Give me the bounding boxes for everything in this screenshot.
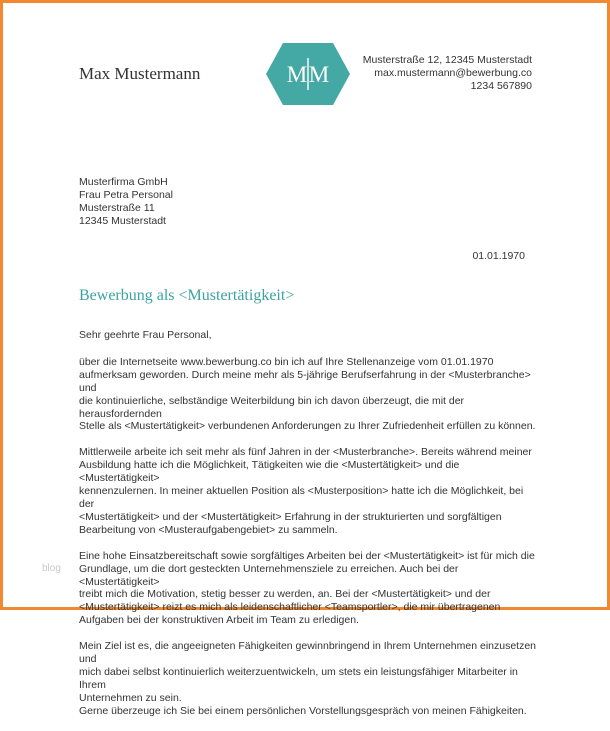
logo-letter-left: M — [286, 62, 308, 87]
sender-contact — [363, 54, 532, 93]
body-paragraph-2: Mittlerweile arbeite ich seit mehr als fünf Jahren in der <Musterbranche>. Bereits während meiner Ausbildung hatte ich die Möglichkeit, Tätigkeiten wie die <Mustertätigkeit> und die <Mustertätigkeit> kennenzulernen. In meiner aktuellen Position als <Musterposition> hatte ich die Möglichkeit, bei der <Mustertätigkeit> und der <Mustertätigkeit> Erfahrung in der strukturierten und sorgfältigen Bearbeitung von <Musteraufgabengebiet> zu sammeln. — [79, 446, 532, 536]
watermark-text: blog — [42, 563, 61, 574]
recipient-address — [79, 176, 173, 228]
greeting: Sehr geehrte Frau Personal, — [79, 329, 212, 341]
body-paragraph-4: Mein Ziel ist es, die angeeigneten Fähigkeiten gewinnbringend in Ihrem Unternehmen einzusetzen und mich dabei selbst kontinuierlich weiterzuentwickeln, um stets ein leistungsfähiger Mitarbeiter in Ihrem Unternehmen zu sein. Gerne überzeuge ich Sie bei einem persönlichen Vorstellungsgespräch von meinen Fähigkeiten. — [79, 640, 537, 717]
sender-email[interactable]: max.mustermann@bewerbung.co — [374, 67, 532, 79]
sender-name: Max Mustermann — [79, 64, 201, 83]
sender-address: Musterstraße 12, 12345 Musterstadt — [362, 54, 532, 66]
recipient-city: 12345 Musterstadt — [79, 215, 166, 227]
letter-date: 01.01.1970 — [472, 250, 525, 262]
logo-letter-right: M — [308, 62, 330, 87]
recipient-contact: Frau Petra Personal — [79, 189, 173, 201]
body-paragraph-3: Eine hohe Einsatzbereitschaft sowie sorgfältiges Arbeiten bei der <Mustertätigkeit> ist für mich die Grundlage, um die dort gesteckten Unternehmensziele zu erreichen. Auch bei der <Mustertätigkeit> treibt mich die Motivation, stetig besser zu werden, an. Bei der <Mustertätigkeit> und der <Mustertätigkeit> reizt es mich als leidenschaftlicher <Teamsportler>, die mir übertragenen Aufgaben bei der konstruktiven Arbeit im Team zu erledigen. — [79, 549, 535, 627]
letter-body — [79, 329, 539, 731]
sender-phone: 1234 567890 — [470, 80, 532, 92]
body-paragraph-1: über die Internetseite www.bewerbung.co bin ich auf Ihre Stellenanzeige vom 01.01.1970 aufmerksam geworden. Durch meine mehr als 5-jährige Berufserfahrung in der <Musterbranche> und die kontinuierliche, selbständige Weiterbildung bin ich davon überzeugt, die mit der herausfordernden Stelle als <Mustertätigkeit> verbundenen Anforderungen zu Ihrer Zufriedenheit erfüllen zu können. — [79, 355, 536, 433]
monogram-logo — [266, 43, 350, 105]
recipient-company: Musterfirma GmbH — [79, 176, 168, 188]
recipient-street: Musterstraße 11 — [79, 202, 155, 214]
letter-subject: Bewerbung als <Mustertätigkeit> — [79, 287, 295, 304]
